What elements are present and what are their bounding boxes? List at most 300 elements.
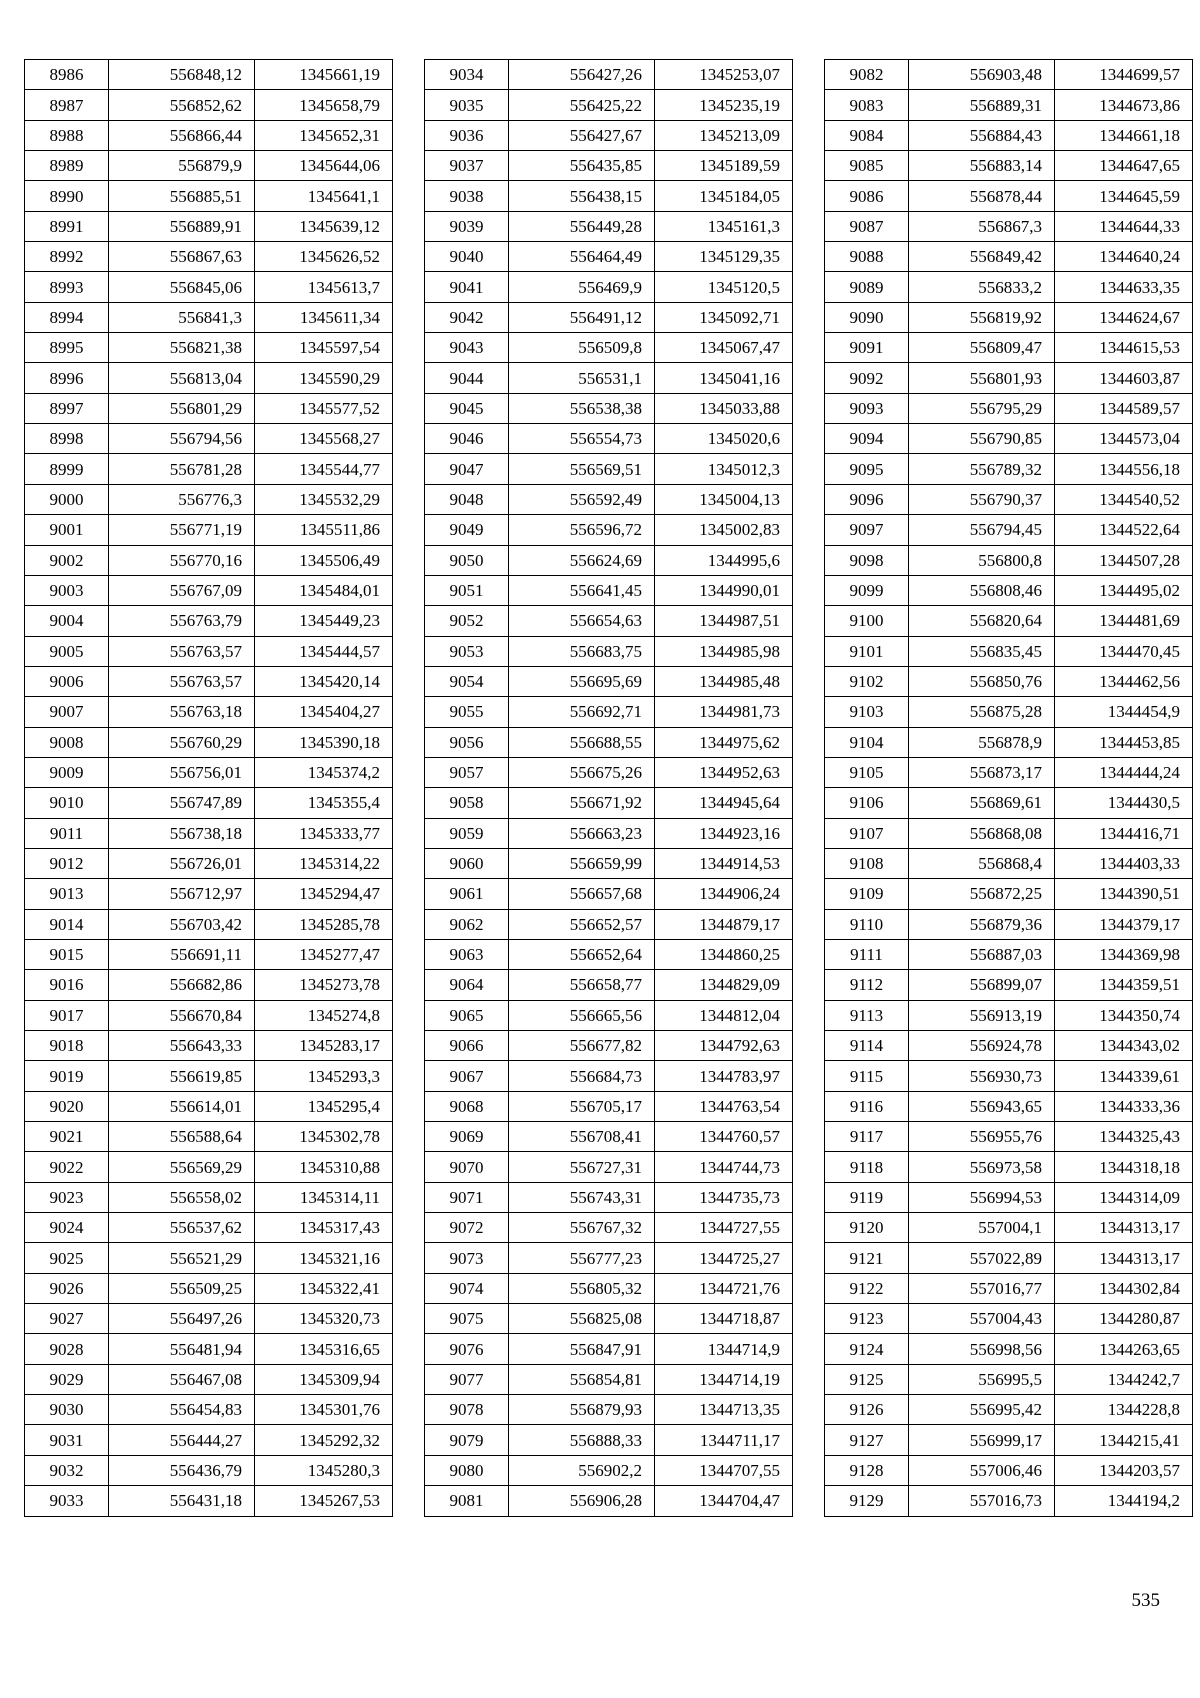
x-coordinate-cell: 556643,33	[109, 1031, 255, 1061]
x-coordinate-cell: 556554,73	[509, 424, 655, 454]
y-coordinate-cell: 1344481,69	[1055, 606, 1193, 636]
table-row	[425, 302, 793, 332]
y-coordinate-cell: 1344522,64	[1055, 515, 1193, 545]
point-number-cell: 9128	[825, 1455, 909, 1485]
point-number-cell: 9103	[825, 697, 909, 727]
table-row	[825, 60, 1193, 90]
table-row	[825, 1395, 1193, 1425]
table-row	[825, 909, 1193, 939]
table-row	[25, 454, 393, 484]
x-coordinate-cell: 556624,69	[509, 545, 655, 575]
point-number-cell: 9075	[425, 1304, 509, 1334]
y-coordinate-cell: 1345295,4	[255, 1091, 393, 1121]
y-coordinate-cell: 1345310,88	[255, 1152, 393, 1182]
coordinates-table-1	[24, 59, 393, 1517]
x-coordinate-cell: 556790,37	[909, 484, 1055, 514]
x-coordinate-cell: 556808,46	[909, 575, 1055, 605]
y-coordinate-cell: 1345374,2	[255, 757, 393, 787]
point-number-cell: 9044	[425, 363, 509, 393]
x-coordinate-cell: 556596,72	[509, 515, 655, 545]
table-row	[425, 515, 793, 545]
table-row	[25, 1061, 393, 1091]
x-coordinate-cell: 556995,42	[909, 1395, 1055, 1425]
x-coordinate-cell: 556848,12	[109, 60, 255, 90]
x-coordinate-cell: 556770,16	[109, 545, 255, 575]
x-coordinate-cell: 556801,93	[909, 363, 1055, 393]
table-row	[425, 333, 793, 363]
table-row	[25, 697, 393, 727]
table-row	[825, 1304, 1193, 1334]
y-coordinate-cell: 1344263,65	[1055, 1334, 1193, 1364]
x-coordinate-cell: 556771,19	[109, 515, 255, 545]
table-row	[425, 1122, 793, 1152]
y-coordinate-cell: 1344369,98	[1055, 939, 1193, 969]
y-coordinate-cell: 1344673,86	[1055, 90, 1193, 120]
point-number-cell: 9006	[25, 666, 109, 696]
point-number-cell: 9014	[25, 909, 109, 939]
x-coordinate-cell: 556819,92	[909, 302, 1055, 332]
point-number-cell: 9107	[825, 818, 909, 848]
point-number-cell: 9061	[425, 879, 509, 909]
y-coordinate-cell: 1344454,9	[1055, 697, 1193, 727]
x-coordinate-cell: 556873,17	[909, 757, 1055, 787]
point-number-cell: 9016	[25, 970, 109, 1000]
y-coordinate-cell: 1344661,18	[1055, 120, 1193, 150]
y-coordinate-cell: 1345661,19	[255, 60, 393, 90]
point-number-cell: 9091	[825, 333, 909, 363]
y-coordinate-cell: 1344879,17	[655, 909, 793, 939]
x-coordinate-cell: 556767,32	[509, 1213, 655, 1243]
x-coordinate-cell: 557022,89	[909, 1243, 1055, 1273]
point-number-cell: 9033	[25, 1486, 109, 1516]
point-number-cell: 9088	[825, 242, 909, 272]
table-row	[425, 788, 793, 818]
table-row	[25, 1031, 393, 1061]
x-coordinate-cell: 556509,8	[509, 333, 655, 363]
table-row	[25, 333, 393, 363]
y-coordinate-cell: 1345390,18	[255, 727, 393, 757]
x-coordinate-cell: 556427,67	[509, 120, 655, 150]
y-coordinate-cell: 1345652,31	[255, 120, 393, 150]
table-row	[825, 1334, 1193, 1364]
y-coordinate-cell: 1344704,47	[655, 1486, 793, 1516]
point-number-cell: 9111	[825, 939, 909, 969]
point-number-cell: 8989	[25, 151, 109, 181]
y-coordinate-cell: 1344829,09	[655, 970, 793, 1000]
y-coordinate-cell: 1344860,25	[655, 939, 793, 969]
point-number-cell: 9090	[825, 302, 909, 332]
table-row	[425, 879, 793, 909]
point-number-cell: 9109	[825, 879, 909, 909]
y-coordinate-cell: 1345590,29	[255, 363, 393, 393]
point-number-cell: 9079	[425, 1425, 509, 1455]
x-coordinate-cell: 556531,1	[509, 363, 655, 393]
point-number-cell: 9045	[425, 393, 509, 423]
point-number-cell: 9029	[25, 1364, 109, 1394]
point-number-cell: 9106	[825, 788, 909, 818]
x-coordinate-cell: 556588,64	[109, 1122, 255, 1152]
x-coordinate-cell: 556641,45	[509, 575, 655, 605]
x-coordinate-cell: 556868,08	[909, 818, 1055, 848]
x-coordinate-cell: 556794,45	[909, 515, 1055, 545]
table-row	[825, 666, 1193, 696]
point-number-cell: 9036	[425, 120, 509, 150]
point-number-cell: 9009	[25, 757, 109, 787]
y-coordinate-cell: 1344985,98	[655, 636, 793, 666]
point-number-cell: 9018	[25, 1031, 109, 1061]
x-coordinate-cell: 556491,12	[509, 302, 655, 332]
y-coordinate-cell: 1345092,71	[655, 302, 793, 332]
point-number-cell: 9104	[825, 727, 909, 757]
table-row	[425, 575, 793, 605]
y-coordinate-cell: 1344906,24	[655, 879, 793, 909]
x-coordinate-cell: 556878,9	[909, 727, 1055, 757]
table-row	[425, 1000, 793, 1030]
x-coordinate-cell: 556652,64	[509, 939, 655, 969]
table-row	[25, 970, 393, 1000]
table-row	[825, 393, 1193, 423]
point-number-cell: 9110	[825, 909, 909, 939]
table-row	[825, 757, 1193, 787]
table-row	[25, 939, 393, 969]
y-coordinate-cell: 1344453,85	[1055, 727, 1193, 757]
table-row	[425, 970, 793, 1000]
table-row	[25, 181, 393, 211]
y-coordinate-cell: 1345184,05	[655, 181, 793, 211]
y-coordinate-cell: 1345129,35	[655, 242, 793, 272]
table-row	[825, 242, 1193, 272]
table-row	[825, 1364, 1193, 1394]
y-coordinate-cell: 1344995,6	[655, 545, 793, 575]
y-coordinate-cell: 1344573,04	[1055, 424, 1193, 454]
point-number-cell: 9019	[25, 1061, 109, 1091]
x-coordinate-cell: 556903,48	[909, 60, 1055, 90]
point-number-cell: 9010	[25, 788, 109, 818]
y-coordinate-cell: 1344714,19	[655, 1364, 793, 1394]
y-coordinate-cell: 1345613,7	[255, 272, 393, 302]
table-row	[25, 211, 393, 241]
point-number-cell: 9025	[25, 1243, 109, 1273]
x-coordinate-cell: 556850,76	[909, 666, 1055, 696]
x-coordinate-cell: 556889,31	[909, 90, 1055, 120]
x-coordinate-cell: 557016,73	[909, 1486, 1055, 1516]
x-coordinate-cell: 556867,63	[109, 242, 255, 272]
point-number-cell: 9100	[825, 606, 909, 636]
x-coordinate-cell: 556703,42	[109, 909, 255, 939]
x-coordinate-cell: 556431,18	[109, 1486, 255, 1516]
y-coordinate-cell: 1345597,54	[255, 333, 393, 363]
x-coordinate-cell: 556847,91	[509, 1334, 655, 1364]
table-row	[825, 484, 1193, 514]
table-row	[425, 454, 793, 484]
y-coordinate-cell: 1345273,78	[255, 970, 393, 1000]
point-number-cell: 9026	[25, 1273, 109, 1303]
y-coordinate-cell: 1345309,94	[255, 1364, 393, 1394]
point-number-cell: 9076	[425, 1334, 509, 1364]
point-number-cell: 9031	[25, 1425, 109, 1455]
point-number-cell: 9037	[425, 151, 509, 181]
point-number-cell: 9062	[425, 909, 509, 939]
table-row	[825, 545, 1193, 575]
point-number-cell: 8997	[25, 393, 109, 423]
y-coordinate-cell: 1345302,78	[255, 1122, 393, 1152]
x-coordinate-cell: 556712,97	[109, 879, 255, 909]
y-coordinate-cell: 1345314,11	[255, 1182, 393, 1212]
table-row	[825, 818, 1193, 848]
y-coordinate-cell: 1344495,02	[1055, 575, 1193, 605]
x-coordinate-cell: 557016,77	[909, 1273, 1055, 1303]
table-row	[425, 1455, 793, 1485]
y-coordinate-cell: 1345033,88	[655, 393, 793, 423]
point-number-cell: 9102	[825, 666, 909, 696]
point-number-cell: 9056	[425, 727, 509, 757]
point-number-cell: 9121	[825, 1243, 909, 1273]
x-coordinate-cell: 556789,32	[909, 454, 1055, 484]
x-coordinate-cell: 556763,18	[109, 697, 255, 727]
point-number-cell: 9122	[825, 1273, 909, 1303]
point-number-cell: 9068	[425, 1091, 509, 1121]
y-coordinate-cell: 1344280,87	[1055, 1304, 1193, 1334]
table-row	[425, 666, 793, 696]
y-coordinate-cell: 1345067,47	[655, 333, 793, 363]
y-coordinate-cell: 1345253,07	[655, 60, 793, 90]
y-coordinate-cell: 1344699,57	[1055, 60, 1193, 90]
table-row	[25, 1182, 393, 1212]
table-row	[825, 1273, 1193, 1303]
point-number-cell: 9011	[25, 818, 109, 848]
table-row	[825, 1152, 1193, 1182]
y-coordinate-cell: 1344540,52	[1055, 484, 1193, 514]
table-row	[825, 1182, 1193, 1212]
x-coordinate-cell: 556849,42	[909, 242, 1055, 272]
point-number-cell: 9007	[25, 697, 109, 727]
point-number-cell: 9115	[825, 1061, 909, 1091]
point-number-cell: 9117	[825, 1122, 909, 1152]
point-number-cell: 9064	[425, 970, 509, 1000]
point-number-cell: 9125	[825, 1364, 909, 1394]
point-number-cell: 9028	[25, 1334, 109, 1364]
table-row	[25, 1334, 393, 1364]
table-row	[825, 302, 1193, 332]
table-row	[825, 1213, 1193, 1243]
point-number-cell: 8988	[25, 120, 109, 150]
table-row	[825, 1486, 1193, 1516]
x-coordinate-cell: 556852,62	[109, 90, 255, 120]
x-coordinate-cell: 556833,2	[909, 272, 1055, 302]
x-coordinate-cell: 556454,83	[109, 1395, 255, 1425]
x-coordinate-cell: 556763,57	[109, 666, 255, 696]
table-row	[25, 1395, 393, 1425]
point-number-cell: 9118	[825, 1152, 909, 1182]
table-row	[825, 120, 1193, 150]
y-coordinate-cell: 1344975,62	[655, 727, 793, 757]
y-coordinate-cell: 1344990,01	[655, 575, 793, 605]
point-number-cell: 9120	[825, 1213, 909, 1243]
x-coordinate-cell: 556776,3	[109, 484, 255, 514]
point-number-cell: 9081	[425, 1486, 509, 1516]
table-row	[25, 727, 393, 757]
table-row	[825, 90, 1193, 120]
x-coordinate-cell: 556906,28	[509, 1486, 655, 1516]
x-coordinate-cell: 556998,56	[909, 1334, 1055, 1364]
table-row	[25, 1455, 393, 1485]
table-row	[825, 606, 1193, 636]
point-number-cell: 8993	[25, 272, 109, 302]
table-row	[825, 879, 1193, 909]
y-coordinate-cell: 1344318,18	[1055, 1152, 1193, 1182]
table-row	[425, 1243, 793, 1273]
point-number-cell: 8991	[25, 211, 109, 241]
x-coordinate-cell: 556885,51	[109, 181, 255, 211]
table-row	[25, 393, 393, 423]
table-row	[425, 363, 793, 393]
table-row	[825, 1091, 1193, 1121]
y-coordinate-cell: 1345294,47	[255, 879, 393, 909]
table-row	[425, 1334, 793, 1364]
y-coordinate-cell: 1345314,22	[255, 848, 393, 878]
x-coordinate-cell: 556821,38	[109, 333, 255, 363]
x-coordinate-cell: 556845,06	[109, 272, 255, 302]
y-coordinate-cell: 1345293,3	[255, 1061, 393, 1091]
x-coordinate-cell: 556688,55	[509, 727, 655, 757]
y-coordinate-cell: 1344343,02	[1055, 1031, 1193, 1061]
table-row	[425, 1213, 793, 1243]
table-row	[25, 666, 393, 696]
y-coordinate-cell: 1344981,73	[655, 697, 793, 727]
point-number-cell: 9097	[825, 515, 909, 545]
table-row	[25, 606, 393, 636]
x-coordinate-cell: 556835,45	[909, 636, 1055, 666]
table-row	[825, 1061, 1193, 1091]
x-coordinate-cell: 556692,71	[509, 697, 655, 727]
y-coordinate-cell: 1345161,3	[655, 211, 793, 241]
point-number-cell: 9066	[425, 1031, 509, 1061]
y-coordinate-cell: 1344952,63	[655, 757, 793, 787]
x-coordinate-cell: 556767,09	[109, 575, 255, 605]
point-number-cell: 9092	[825, 363, 909, 393]
point-number-cell: 9080	[425, 1455, 509, 1485]
table-row	[425, 1425, 793, 1455]
y-coordinate-cell: 1344470,45	[1055, 636, 1193, 666]
y-coordinate-cell: 1344339,61	[1055, 1061, 1193, 1091]
y-coordinate-cell: 1344792,63	[655, 1031, 793, 1061]
table-row	[825, 515, 1193, 545]
table-row	[25, 1091, 393, 1121]
y-coordinate-cell: 1345274,8	[255, 1000, 393, 1030]
y-coordinate-cell: 1344647,65	[1055, 151, 1193, 181]
table-row	[25, 575, 393, 605]
y-coordinate-cell: 1345321,16	[255, 1243, 393, 1273]
y-coordinate-cell: 1345277,47	[255, 939, 393, 969]
y-coordinate-cell: 1345213,09	[655, 120, 793, 150]
table-row	[425, 1486, 793, 1516]
y-coordinate-cell: 1344242,7	[1055, 1364, 1193, 1394]
x-coordinate-cell: 556438,15	[509, 181, 655, 211]
x-coordinate-cell: 556464,49	[509, 242, 655, 272]
point-number-cell: 9020	[25, 1091, 109, 1121]
table-row	[425, 1182, 793, 1212]
y-coordinate-cell: 1345355,4	[255, 788, 393, 818]
point-number-cell: 9127	[825, 1425, 909, 1455]
point-number-cell: 9060	[425, 848, 509, 878]
y-coordinate-cell: 1344718,87	[655, 1304, 793, 1334]
point-number-cell: 9008	[25, 727, 109, 757]
table-row	[825, 424, 1193, 454]
y-coordinate-cell: 1344744,73	[655, 1152, 793, 1182]
y-coordinate-cell: 1344589,57	[1055, 393, 1193, 423]
table-row	[825, 575, 1193, 605]
point-number-cell: 8995	[25, 333, 109, 363]
x-coordinate-cell: 556888,33	[509, 1425, 655, 1455]
table-row	[425, 1091, 793, 1121]
table-row	[825, 788, 1193, 818]
y-coordinate-cell: 1344390,51	[1055, 879, 1193, 909]
x-coordinate-cell: 556659,99	[509, 848, 655, 878]
table-row	[825, 697, 1193, 727]
x-coordinate-cell: 556879,9	[109, 151, 255, 181]
table-row	[825, 151, 1193, 181]
point-number-cell: 8994	[25, 302, 109, 332]
x-coordinate-cell: 556999,17	[909, 1425, 1055, 1455]
table-row	[825, 1000, 1193, 1030]
x-coordinate-cell: 556683,75	[509, 636, 655, 666]
table-row	[825, 1425, 1193, 1455]
point-number-cell: 8992	[25, 242, 109, 272]
y-coordinate-cell: 1345012,3	[655, 454, 793, 484]
point-number-cell: 9086	[825, 181, 909, 211]
y-coordinate-cell: 1345420,14	[255, 666, 393, 696]
point-number-cell: 9052	[425, 606, 509, 636]
x-coordinate-cell: 556883,14	[909, 151, 1055, 181]
point-number-cell: 9021	[25, 1122, 109, 1152]
table-row	[425, 1364, 793, 1394]
x-coordinate-cell: 556866,44	[109, 120, 255, 150]
y-coordinate-cell: 1345235,19	[655, 90, 793, 120]
x-coordinate-cell: 556756,01	[109, 757, 255, 787]
y-coordinate-cell: 1344760,57	[655, 1122, 793, 1152]
point-number-cell: 9094	[825, 424, 909, 454]
table-row	[425, 1152, 793, 1182]
point-number-cell: 8998	[25, 424, 109, 454]
x-coordinate-cell: 556805,32	[509, 1273, 655, 1303]
x-coordinate-cell: 556879,93	[509, 1395, 655, 1425]
x-coordinate-cell: 556427,26	[509, 60, 655, 90]
x-coordinate-cell: 556899,07	[909, 970, 1055, 1000]
point-number-cell: 9038	[425, 181, 509, 211]
x-coordinate-cell: 556795,29	[909, 393, 1055, 423]
y-coordinate-cell: 1344645,59	[1055, 181, 1193, 211]
y-coordinate-cell: 1344812,04	[655, 1000, 793, 1030]
point-number-cell: 9116	[825, 1091, 909, 1121]
x-coordinate-cell: 556497,26	[109, 1304, 255, 1334]
table-row	[825, 939, 1193, 969]
x-coordinate-cell: 556684,73	[509, 1061, 655, 1091]
y-coordinate-cell: 1345041,16	[655, 363, 793, 393]
coordinates-table-2	[424, 59, 793, 1517]
table-row	[425, 424, 793, 454]
table-row	[25, 515, 393, 545]
x-coordinate-cell: 556469,9	[509, 272, 655, 302]
y-coordinate-cell: 1344735,73	[655, 1182, 793, 1212]
point-number-cell: 9001	[25, 515, 109, 545]
table-row	[25, 757, 393, 787]
table-row	[425, 120, 793, 150]
x-coordinate-cell: 556569,51	[509, 454, 655, 484]
y-coordinate-cell: 1344945,64	[655, 788, 793, 818]
x-coordinate-cell: 556738,18	[109, 818, 255, 848]
point-number-cell: 9108	[825, 848, 909, 878]
y-coordinate-cell: 1344640,24	[1055, 242, 1193, 272]
